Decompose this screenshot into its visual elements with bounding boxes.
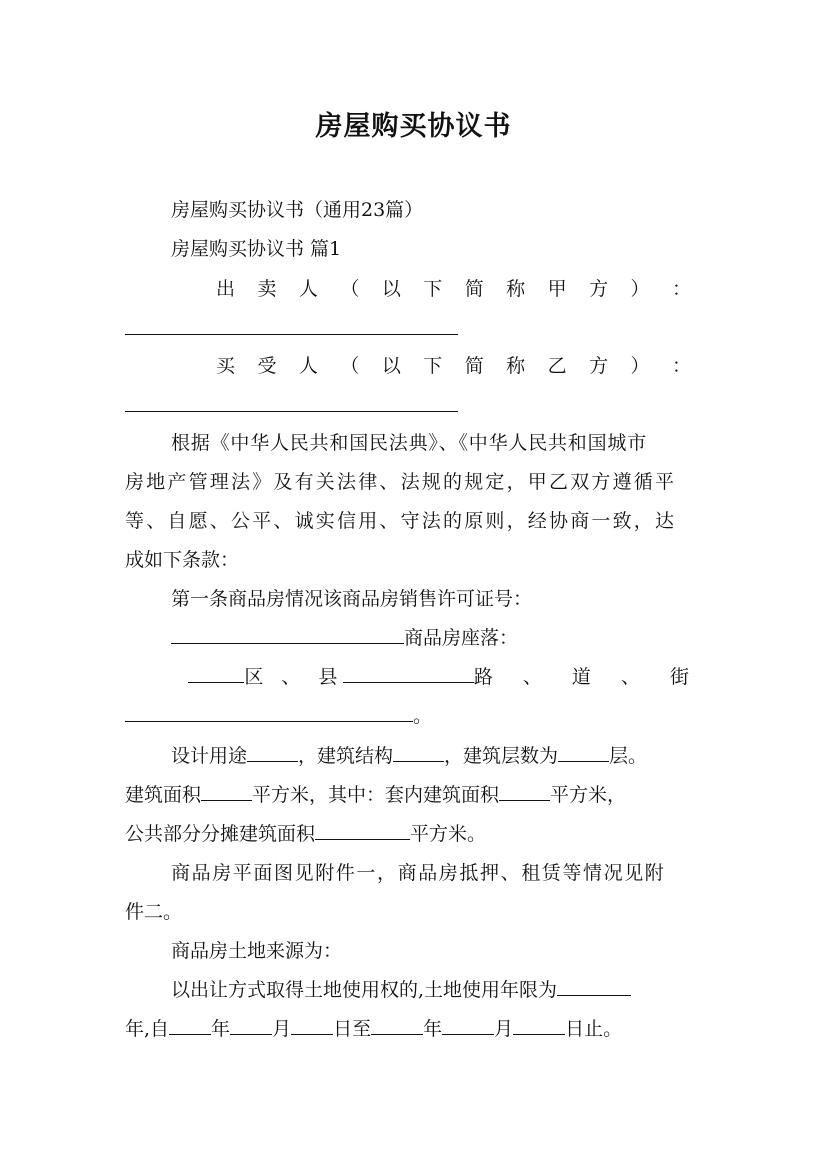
to-year-blank [371,1016,423,1035]
inner-area-blank [499,782,550,801]
land-use-line2: 年,自 年 月 日至 年 月 日止。 [125,1018,623,1040]
para1-line2: 房地产管理法》及有关法律、法规的规定，甲乙双方遵循平 [125,471,677,493]
shared-area-blank [315,821,410,840]
subtitle: 房屋购买协议书（通用23篇） [171,199,424,221]
to-day-blank [513,1016,565,1035]
land-use-line1: 以出让方式取得土地使用权的,土地使用年限为 [171,977,631,1003]
seller-label: 出 卖 人 （ 以 下 简 称 甲 方 ） ： [216,278,691,300]
seller-blank-line [125,334,458,335]
buyer-label: 买 受 人 （ 以 下 简 称 乙 方 ） ： [216,355,691,377]
to-month-blank [442,1016,494,1035]
plan-line1: 商品房平面图见附件一，商品房抵押、租赁等情况见附 [171,862,666,884]
design-line1: 设计用途 ，建筑结构 ，建筑层数为 层。 [171,745,648,767]
location-line: 商品房座落： [171,625,518,651]
floors-blank [558,743,609,762]
article1-heading: 第一条商品房情况该商品房销售许可证号： [171,588,533,610]
district-blank [188,664,244,683]
design-line3: 公共部分分摊建筑面积 平方米。 [125,823,487,845]
structure-blank [393,743,444,762]
license-blank [171,625,404,644]
from-year-blank [169,1016,211,1035]
street-blank [125,703,413,722]
para1-line1: 根据《中华人民共和国民法典》、《中华人民共和国城市 [171,432,648,454]
address-line: 区 、 县 路 、 道 、 街 [188,664,701,690]
from-month-blank [230,1016,272,1035]
road-blank [343,664,473,683]
section-heading: 房屋购买协议书 篇1 [171,238,342,260]
from-day-blank [291,1016,333,1035]
land-source: 商品房土地来源为： [171,940,343,962]
para1-line4: 成如下条款： [125,549,240,571]
years-blank [557,977,631,996]
para1-line3: 等、自愿、公平、诚实信用、守法的原则，经协商一致，达 [125,510,677,532]
address-end-line: 。 [125,703,432,729]
document-title: 房屋购买协议书 [315,111,512,142]
plan-line2: 件二。 [125,901,183,923]
buyer-blank-line [125,411,458,412]
use-blank [247,743,298,762]
area-blank [201,782,252,801]
design-line2: 建筑面积 平方米，其中：套内建筑面积 平方米， [125,784,627,806]
